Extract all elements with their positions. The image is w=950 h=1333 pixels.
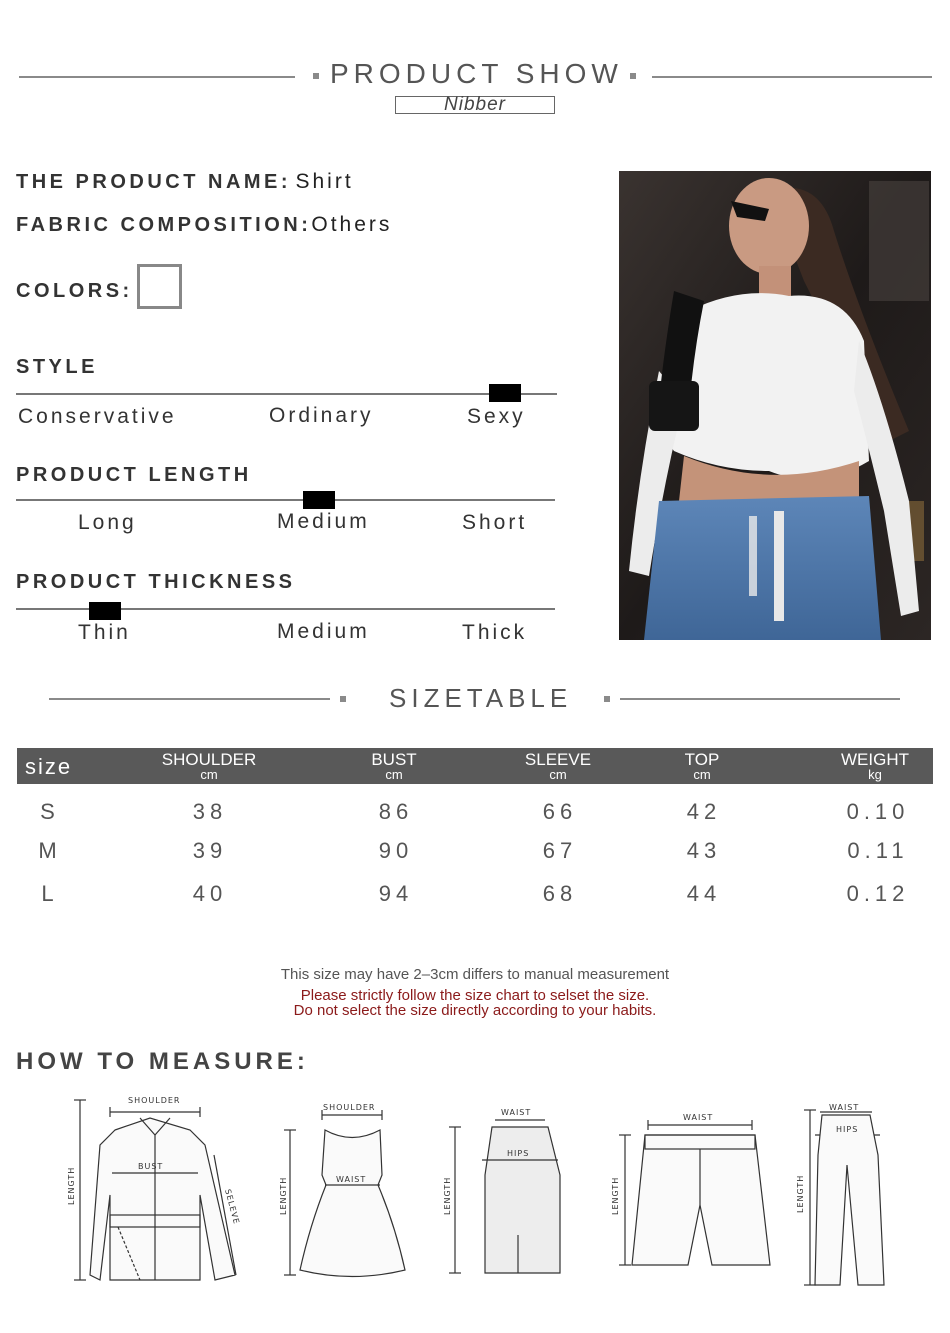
size-habit-note: Do not select the size directly according to your habits. — [293, 1002, 657, 1019]
column-name-top: TOP — [684, 750, 720, 769]
label-shoulder: SHOULDER — [128, 1096, 181, 1105]
skirt-diagram — [449, 1120, 560, 1273]
product-photo — [619, 171, 931, 640]
label-waist: WAIST — [501, 1108, 532, 1117]
table-row-size: M — [38, 838, 62, 863]
fabric-row — [16, 213, 392, 237]
table-cell: 40 — [192, 881, 228, 906]
column-header-weight — [815, 752, 935, 781]
table-cell: 39 — [192, 838, 228, 863]
sizetable-dot-left — [340, 696, 346, 702]
measurement-note: This size may have 2–3cm differs to manual measurement — [280, 966, 670, 983]
header-rule-right — [652, 76, 932, 78]
length-option-medium: Medium — [277, 510, 370, 533]
length-scale-line — [16, 499, 555, 501]
column-unit-bust: cm — [385, 767, 403, 782]
column-name-weight: WEIGHT — [841, 750, 909, 769]
product-name-row — [16, 170, 354, 194]
table-cell: 38 — [192, 799, 228, 824]
label-length: LENGTH — [443, 1176, 452, 1215]
fabric-label: FABRIC COMPOSITION: — [16, 214, 312, 236]
column-unit-top: cm — [693, 767, 711, 782]
table-row-size: S — [40, 799, 60, 824]
how-to-measure-title: HOW TO MEASURE: — [16, 1048, 309, 1075]
style-scale-line — [16, 393, 557, 395]
column-name-bust: BUST — [371, 750, 417, 769]
sizetable-title: SIZETABLE — [389, 683, 573, 713]
product-name-value: Shirt — [295, 170, 354, 193]
thickness-option-thick: Thick — [462, 621, 528, 644]
column-name-sleeve: SLEEVE — [524, 750, 592, 769]
sizetable-dot-right — [604, 696, 610, 702]
table-cell: 0.11 — [847, 838, 909, 863]
thickness-option-medium: Medium — [277, 620, 370, 643]
brand-name: Nibber — [395, 96, 555, 114]
table-cell: 68 — [542, 881, 578, 906]
column-header-bust — [334, 752, 454, 781]
table-cell: 94 — [378, 881, 414, 906]
table-row-size: L — [41, 881, 59, 906]
label-hips: HIPS — [836, 1125, 859, 1134]
table-cell: 0.10 — [846, 799, 910, 824]
size-table-header — [17, 748, 933, 784]
label-length: LENGTH — [279, 1176, 288, 1215]
table-cell: 42 — [686, 799, 722, 824]
column-name-shoulder: SHOULDER — [161, 750, 257, 769]
table-cell: 86 — [378, 799, 414, 824]
sizetable-rule-right — [620, 698, 900, 700]
jacket-diagram — [74, 1100, 236, 1280]
colors-label: COLORS: — [16, 280, 133, 302]
thickness-label: PRODUCT THICKNESS — [16, 571, 296, 593]
sizetable-rule-left — [49, 698, 330, 700]
product-name-label: THE PRODUCT NAME: — [16, 171, 292, 193]
style-option-conservative: Conservative — [18, 405, 177, 428]
column-unit-sleeve: cm — [549, 767, 567, 782]
label-sleeve: SELEVE — [223, 1188, 242, 1226]
thickness-marker — [89, 602, 121, 620]
fabric-value: Others — [311, 213, 393, 236]
column-unit-weight: kg — [868, 767, 882, 782]
pants-diagram — [804, 1110, 884, 1285]
label-shoulder: SHOULDER — [323, 1103, 376, 1112]
column-header-top — [642, 752, 762, 781]
column-unit-shoulder: cm — [200, 767, 218, 782]
column-header-shoulder — [149, 752, 269, 781]
shorts-diagram — [619, 1120, 770, 1265]
label-bust: BUST — [138, 1162, 164, 1171]
style-label: STYLE — [16, 356, 98, 378]
label-length: LENGTH — [67, 1166, 76, 1205]
length-label: PRODUCT LENGTH — [16, 464, 252, 486]
table-cell: 43 — [686, 838, 722, 863]
table-cell: 0.12 — [846, 881, 910, 906]
style-marker — [489, 384, 521, 402]
length-marker — [303, 491, 335, 509]
size-column-header: size — [25, 754, 73, 779]
header-dot-right — [630, 73, 636, 79]
header-rule-left — [19, 76, 295, 78]
table-cell: 66 — [542, 799, 578, 824]
style-option-sexy: Sexy — [467, 405, 526, 428]
length-option-long: Long — [78, 511, 137, 534]
label-length: LENGTH — [611, 1176, 620, 1215]
label-waist: WAIST — [829, 1103, 860, 1112]
column-header-sleeve — [498, 752, 618, 781]
dress-diagram — [284, 1110, 405, 1277]
measure-diagrams — [0, 1085, 950, 1305]
table-cell: 44 — [686, 881, 722, 906]
label-length: LENGTH — [796, 1174, 805, 1213]
style-option-ordinary: Ordinary — [269, 404, 374, 427]
table-cell: 67 — [542, 838, 578, 863]
thickness-option-thin: Thin — [78, 621, 131, 644]
header-dot-left — [313, 73, 319, 79]
label-hips: HIPS — [507, 1149, 530, 1158]
length-option-short: Short — [462, 511, 528, 534]
label-waist: WAIST — [683, 1113, 714, 1122]
size-advice-note: Please strictly follow the size chart to selset the size. — [300, 987, 650, 1004]
page-title: PRODUCT SHOW — [330, 58, 623, 89]
label-waist: WAIST — [336, 1175, 367, 1184]
table-cell: 90 — [378, 838, 414, 863]
color-swatch-white — [137, 264, 182, 309]
